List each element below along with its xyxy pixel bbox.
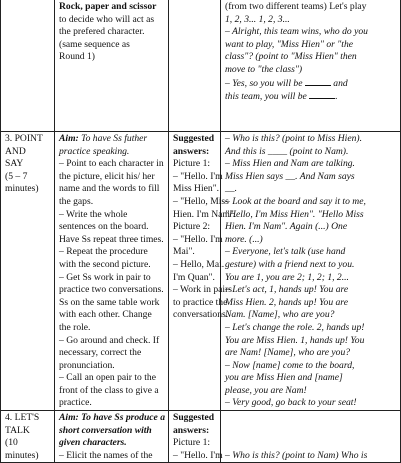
answer-line: – "Hello, Miss xyxy=(173,195,229,207)
table-row xyxy=(1,411,401,463)
talk-line: Hien. I'm Nam". Again (...) One xyxy=(225,221,348,233)
talk-line: (from two different teams) Let's play xyxy=(225,1,367,12)
talk-line: move to "the class") xyxy=(225,63,303,75)
talk-line: __. xyxy=(225,183,237,195)
talk-line: – Now [name] come to the board, xyxy=(225,359,355,371)
talk-line: – Who is this? (point to Miss Hien). xyxy=(225,133,362,144)
table-row xyxy=(1,0,401,132)
procedure-line: – Write the whole xyxy=(59,208,128,220)
teacher-talk-cell xyxy=(221,411,401,463)
talk-line: more. (...) xyxy=(225,233,263,245)
table-row xyxy=(1,132,401,411)
talk-line: You are Miss Hien. 1, hands up! You xyxy=(225,334,365,346)
talk-line: gesture) with a friend next to you. xyxy=(225,258,355,270)
stage-line: TALK xyxy=(5,424,30,436)
answers-heading: Suggested xyxy=(173,133,215,144)
talk-line: – Very good, go back to your seat! xyxy=(225,397,357,409)
procedure-line: – Repeat the procedure xyxy=(59,246,148,258)
procedure-line: Have Ss repeat three times. xyxy=(59,233,164,245)
answer-line: Hien. I'm Nam". xyxy=(173,208,237,220)
procedure-cell xyxy=(55,0,169,132)
talk-line: want to play, "Miss Hien" or "the xyxy=(225,38,354,50)
talk-line: please, you are Nam! xyxy=(225,384,307,396)
talk-line: – Miss Hien and Nam are talking. xyxy=(225,158,355,170)
fill-blank xyxy=(309,90,335,99)
stage-line: minutes) xyxy=(5,449,39,461)
procedure-cell xyxy=(55,132,169,411)
talk-line: – Who is this? (point to Nam) Who is xyxy=(225,449,368,461)
teacher-talk-cell xyxy=(221,0,401,132)
talk-line: 1, 2, 3... 1, 2, 3... xyxy=(225,13,290,25)
procedure-line: – Go around and check. If xyxy=(59,334,160,346)
procedure-line: the gaps. xyxy=(59,195,94,207)
procedure-line: – Point to each character in xyxy=(59,158,164,170)
stage-cell xyxy=(1,132,55,411)
answer-line: – Hello, Mai. xyxy=(173,258,225,270)
aim-line: practice speaking. xyxy=(59,145,130,157)
answer-line: Miss Hien". xyxy=(173,183,220,195)
talk-line: Miss Hien. 2, hands up! You are xyxy=(225,296,348,308)
procedure-line: with each other. Change xyxy=(59,309,152,321)
procedure-line: – Get Ss work in pair to xyxy=(59,271,151,283)
procedure-line: practice. xyxy=(59,397,92,409)
stage-line: (5 – 7 xyxy=(5,170,28,182)
stage-cell xyxy=(1,411,55,463)
procedure-line: – Call an open pair to the xyxy=(59,372,156,384)
talk-line: class"? (point to "Miss Hien" then xyxy=(225,51,357,63)
talk-line: "Hello, I'm Miss Hien". "Hello Miss xyxy=(225,208,364,220)
stage-line: (10 xyxy=(5,437,18,449)
answers-heading: Suggested xyxy=(173,412,215,424)
aim-line: Aim: To have Ss futher xyxy=(59,133,148,144)
procedure-line: to decide who will act as xyxy=(59,13,155,25)
procedure-line: Ss on the same table work xyxy=(59,296,160,308)
answer-line: Picture 1: xyxy=(173,158,211,170)
answers-cell xyxy=(169,0,221,132)
talk-line: – Look at the board and say it to me, xyxy=(225,195,366,207)
talk-line: this team, you will be . xyxy=(225,91,338,103)
stage-line: SAY xyxy=(5,158,24,170)
procedure-line: name and the words to fill xyxy=(59,183,160,195)
talk-line: – Let's act, 1, hands up! You are xyxy=(225,284,349,296)
talk-line: – Let's change the role. 2, hands up! xyxy=(225,321,365,333)
procedure-line: – Elicit the names of the xyxy=(59,449,153,461)
procedure-line: front of the class to give a xyxy=(59,384,159,396)
answer-line: to practice the xyxy=(173,296,228,308)
fill-blank xyxy=(305,77,331,86)
aim-line: short conversation with xyxy=(59,424,152,436)
spacer xyxy=(225,412,397,450)
procedure-line: practice two conversations. xyxy=(59,284,164,296)
answer-line: – "Hello. I'm xyxy=(173,170,223,182)
answer-line: conversations. xyxy=(173,309,229,321)
answers-cell xyxy=(169,132,237,411)
answer-line: – Work in pairs xyxy=(173,284,233,296)
answer-line: – "Hello. I'm xyxy=(173,233,223,245)
procedure-line: the picture, elicit his/ her xyxy=(59,170,155,182)
talk-line: Nam. [Name], who are you? xyxy=(225,309,335,321)
answers-cell xyxy=(169,411,221,463)
answer-line: I'm Quan". xyxy=(173,271,215,283)
procedure-line: pronunciation. xyxy=(59,359,115,371)
answer-line: Mai". xyxy=(173,246,195,258)
teacher-talk-cell xyxy=(221,132,401,411)
procedure-line: sentences on the board. xyxy=(59,221,149,233)
talk-line: you are Miss Hien and [name] xyxy=(225,372,343,384)
procedure-line: Rock, paper and scissor xyxy=(59,1,157,12)
talk-line: are Nam! [Name], who are you? xyxy=(225,347,351,359)
procedure-line: the role. xyxy=(59,321,91,333)
answers-heading: answers: xyxy=(173,424,210,436)
procedure-line: (same sequence as xyxy=(59,38,130,50)
procedure-line: necessary, correct the xyxy=(59,347,142,359)
procedure-line: with the second picture. xyxy=(59,258,151,270)
answer-line: – "Hello. I'm xyxy=(173,449,223,461)
aim-line: given characters. xyxy=(59,437,127,449)
answers-heading: answers: xyxy=(173,145,210,157)
answer-line: Picture 1: xyxy=(173,437,211,449)
talk-line: You are 1, you are 2; 1, 2; 1, 2... xyxy=(225,271,349,283)
procedure-line: the prefered character. xyxy=(59,26,145,38)
talk-line: – Alright, this team wins, who do you xyxy=(225,26,368,38)
stage-line: AND xyxy=(5,145,26,157)
stage-line: 4. LET'S xyxy=(5,412,40,424)
talk-line: – Yes, so you will be and xyxy=(225,77,348,89)
talk-line: And this is ____ (point to Nam). xyxy=(225,145,349,157)
procedure-line: Round 1) xyxy=(59,51,95,63)
talk-line: Miss Hien says __. And Nam says xyxy=(225,170,355,182)
answer-line: Picture 2: xyxy=(173,221,211,233)
aim-line: Aim: To have Ss produce a xyxy=(59,412,166,424)
stage-line: 3. POINT xyxy=(5,133,43,144)
stage-line: minutes) xyxy=(5,183,39,195)
procedure-cell xyxy=(55,411,169,463)
talk-line: – Everyone, let's talk (use hand xyxy=(225,246,346,258)
stage-cell xyxy=(1,0,55,132)
